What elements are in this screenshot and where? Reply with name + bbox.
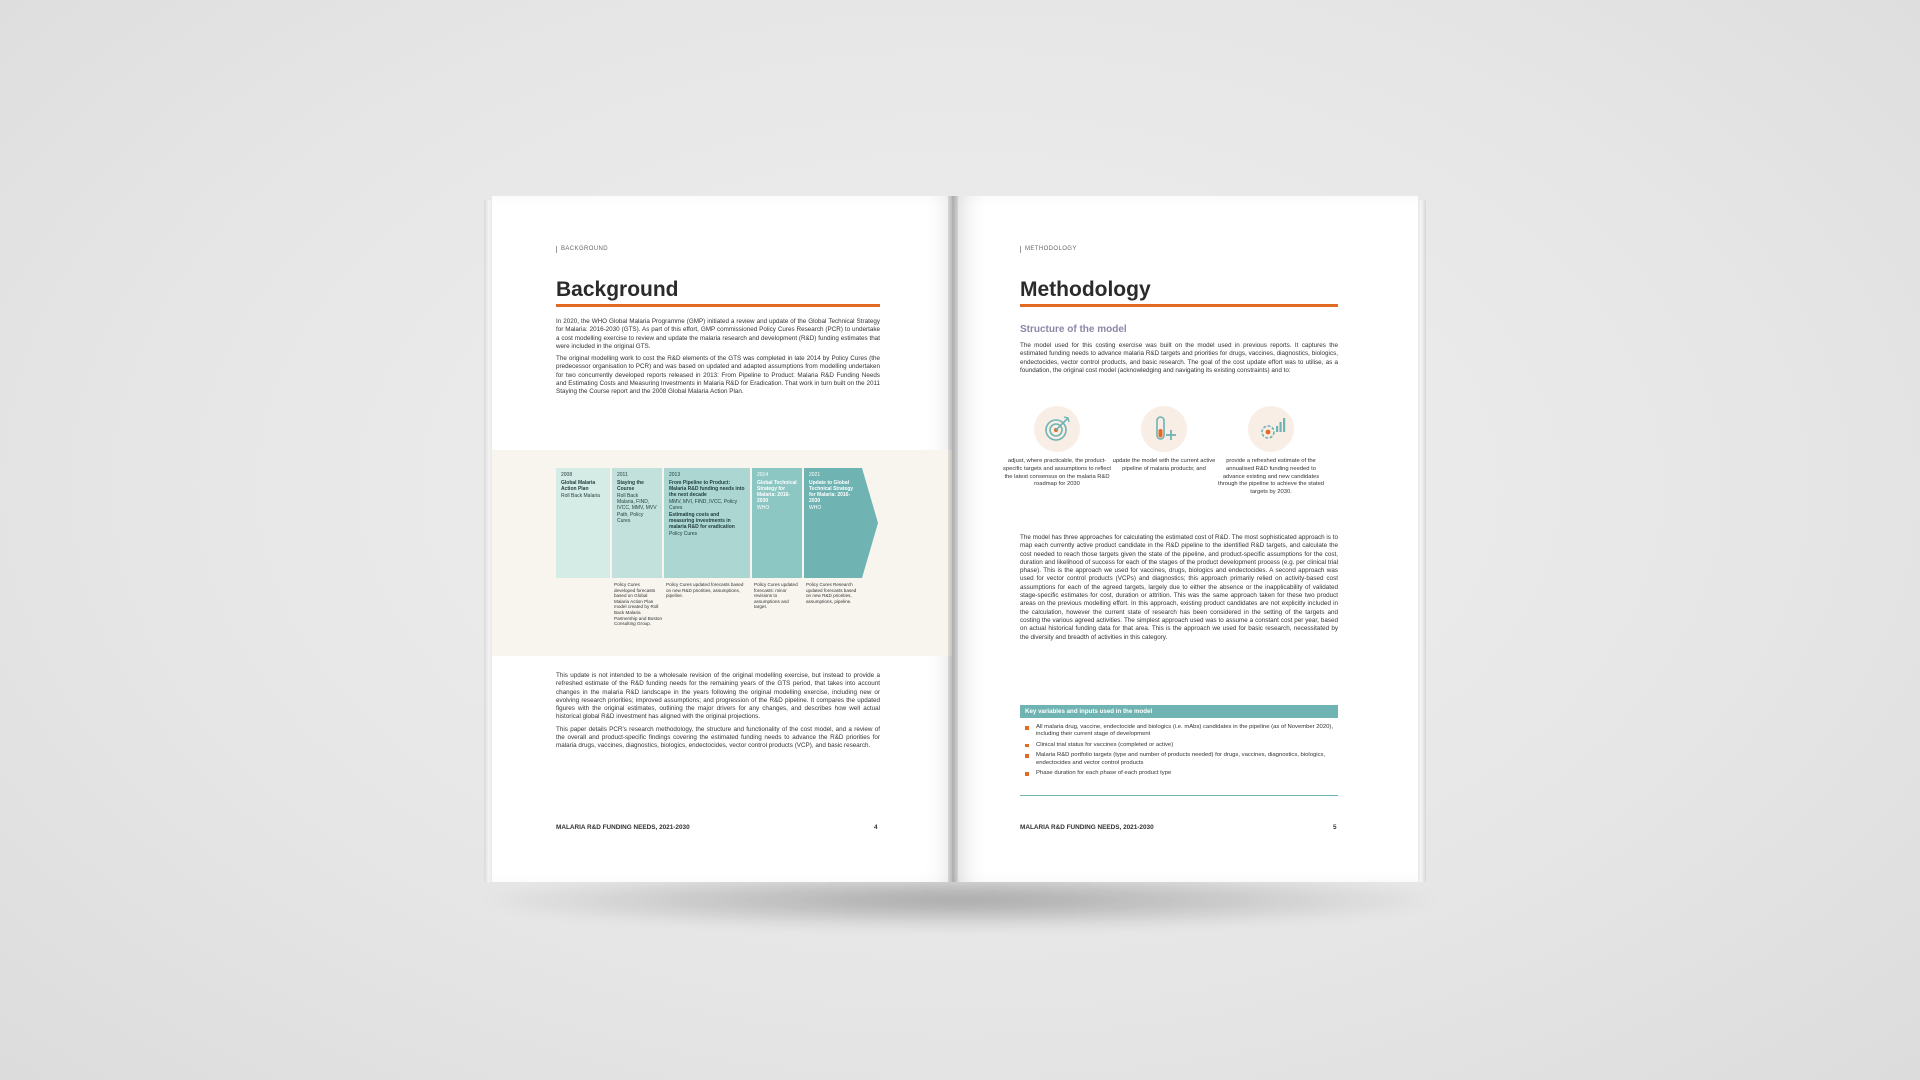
timeline-note: Policy Cures updated forecasts based on new R&D priorities, assumptions, pipeline. [666, 582, 744, 599]
page-title: Methodology [1020, 278, 1151, 301]
page-stack-left [484, 200, 492, 882]
intro-paragraph: The original modelling work to cost the R&D elements of the GTS was completed in late 2014 by Policy Cures (the predecessor organisation to PCR) and was based on updated and adapted assumptions from modelling undertaken for two concurrently developed reports released in 2013: From Pipeline to Product: Malaria R&D Funding Needs and Estimating Costs and Measuring Investments in Malaria R&D for Eradication. That work in turn built on the 2011 Staying the Course report and the 2008 Global Malaria Action Plan. [556, 355, 880, 396]
timeline-note: Policy Cures Research updated forecasts based on new R&D priorities, assumptions, pipeline. [806, 582, 857, 604]
timeline-org: WHO [757, 505, 770, 512]
intro-text [556, 318, 880, 401]
target-icon [1034, 406, 1080, 452]
timeline-year: 2013 [669, 472, 681, 478]
goal-caption: adjust, where practicable, the product-specific targets and assumptions to reflect the latest consensus on the malaria R&D roadmap for 2030 [1003, 458, 1111, 488]
test-tube-icon [1141, 406, 1187, 452]
bullet-icon [1025, 726, 1029, 730]
left-page [492, 196, 958, 882]
timeline-org-2: Policy Cures [669, 530, 698, 537]
timeline-item [556, 468, 610, 578]
section-tag: BACKGROUND [556, 246, 608, 253]
closing-paragraph: This paper details PCR's research methodology, the structure and functionality of the cost model, and a review of the overall and product-specific findings covering the estimated funding needs to advance the R&D priorities for malaria drugs, vaccines, diagnostics, biologics, endectocides, vector control products (VCP), and basic research. [556, 725, 880, 750]
subheading: Structure of the model [1020, 324, 1127, 335]
timeline-year: 2021 [809, 472, 821, 478]
list-item-text: Phase duration for each phase of each product type [1036, 770, 1172, 777]
approaches-text: The model has three approaches for calculating the estimated cost of R&D. The most sophisticated approach is to map each currently active product candidate in the R&D pipeline to the identified R&D targets, and calculate the cost needed to reach those targets given the state of the pipeline, and product-specific assumptions for the cost, duration and likelihood of success for each of the stages of the product development process (e.g. per clinical trial phase). This is the approach we used for vaccines, drugs, biologics and endectocides. A second approach was used for vector control products (VCPs) and diagnostics; this approach primarily relied on activity-based cost assumptions for each of the agreed targets, largely due to either the absence or the inapplicability of validated stage-specific estimates for cost, duration or attrition. This was the same approach taken for these two product areas on the previous modelling effort. In this approach, existing product candidates are not explicitly included in the calculation, however the current state of research has been considered in the setting of the targets and costing the various agreed activities. The simplest approach used was to assume a constant cost per year, based on actual historical funding data for that area. This is the approach we used for basic research, necessitated by the diversity and breadth of activities in this category. [1020, 534, 1338, 641]
intro-text: The model used for this costing exercise was built on the model used in previous reports. It captures the estimated funding needs to advance malaria R&D targets and priorities for drugs, vaccines, diagnostics, biologics, endectocides, vector control products, and basic research. The goal of the cost update effort was to utilise, as a foundation, the original cost model (acknowledging and navigating its existing constraints) and to: [1020, 342, 1338, 374]
intro-paragraph: In 2020, the WHO Global Malaria Programme (GMP) initiated a review and update of the Global Technical Strategy for Malaria: 2016-2030 (GTS). As part of this effort, GMP commissioned Policy Cures Research (PCR) to undertake a cost modelling exercise to review and update the malaria research and development (R&D) funding estimates that were included in the original GTS. [556, 318, 880, 350]
timeline-org: Roll Back Malaria, FIND, IVCC, MMV, MVV Path, Policy Cures [617, 493, 657, 524]
page-number: 4 [874, 824, 878, 831]
list-item [1020, 742, 1338, 749]
page-number: 5 [1333, 824, 1337, 831]
timeline-note: Policy Cures developed forecasts based on Global Malaria Action Plan model created by Roll Back Malaria Partnership and Boston Consulting Group. [614, 582, 663, 627]
timeline-year: 2008 [561, 472, 573, 478]
key-variables-list [1020, 724, 1338, 780]
footer-title: MALARIA R&D FUNDING NEEDS, 2021-2030 [1020, 824, 1154, 831]
book-gutter [948, 196, 958, 882]
timeline-title: Global Malaria Action Plan [561, 480, 596, 493]
timeline-note: Policy Cures updated forecasts: minor revisions to assumptions and target. [754, 582, 798, 610]
gear-chart-icon [1248, 406, 1294, 452]
timeline-title: From Pipeline to Product: Malaria R&D funding needs into the next decade [669, 480, 745, 499]
timeline-item [612, 468, 662, 578]
bullet-icon [1025, 772, 1029, 776]
section-tag: METHODOLOGY [1020, 246, 1077, 253]
list-item [1020, 770, 1338, 777]
goal-caption: provide a refreshed estimate of the annualised R&D funding needed to advance existing and new candidates through the pipeline to achieve the stated targets by 2030. [1217, 458, 1325, 496]
timeline-org: WHO [809, 505, 822, 512]
timeline-org: MMV, MVI, FIND, IVCC, Policy Cures [669, 499, 738, 512]
goal-caption: update the model with the current active pipeline of malaria products; and [1112, 458, 1216, 472]
title-underline [556, 304, 880, 307]
timeline-org: Roll Back Malaria [561, 493, 600, 500]
closing-paragraph: This update is not intended to be a wholesale revision of the original modelling exercise, but instead to provide a refreshed estimate of the R&D funding needs for the remaining years of the GTS period, that takes into account changes in the malaria R&D landscape in the years following the original modelling exercise, including new or evolving research priorities; improved assumptions; and progression of the R&D pipeline. It compares the updated figures with the original estimates, outlining the major drivers for any changes, and describes how well actual historical global R&D investment has aligned with the original projections. [556, 672, 880, 721]
timeline-item [804, 468, 860, 578]
list-item-text: Clinical trial status for vaccines (completed or active) [1036, 741, 1174, 748]
list-item [1020, 724, 1338, 739]
bullet-icon [1025, 744, 1029, 748]
page-stack-right [1418, 200, 1426, 882]
timeline-year: 2014 [757, 472, 769, 478]
bullet-icon [1025, 754, 1029, 758]
key-variables-header: Key variables and inputs used in the model [1020, 705, 1338, 718]
list-item [1020, 752, 1338, 767]
timeline-title: Staying the Course [617, 480, 644, 493]
timeline-year: 2011 [617, 472, 628, 478]
page-title: Background [556, 278, 679, 301]
title-underline [1020, 304, 1338, 307]
closing-text [556, 672, 880, 755]
timeline-title-2: Estimating costs and measuring investments in malaria R&D for eradication [669, 511, 735, 530]
list-item-text: Malaria R&D portfolio targets (type and number of products needed) for drugs, vaccines, diagnostics, biologics, endectocides and vector control products [1036, 752, 1326, 766]
footer-title: MALARIA R&D FUNDING NEEDS, 2021-2030 [556, 824, 690, 831]
key-variables-divider [1020, 795, 1338, 796]
timeline-item [752, 468, 802, 578]
timeline-item [664, 468, 750, 578]
timeline-title: Update to Global Technical Strategy for Malaria: 2016-2030 [809, 480, 854, 505]
right-page [952, 196, 1418, 882]
list-item-text: All malaria drug, vaccine, endectocide and biologics (i.e. mAbs) candidates in the pipeline (as of November 2020), including their current stage of development [1036, 724, 1333, 738]
timeline-title: Global Technical Strategy for Malaria: 2016-2030 [757, 480, 797, 505]
